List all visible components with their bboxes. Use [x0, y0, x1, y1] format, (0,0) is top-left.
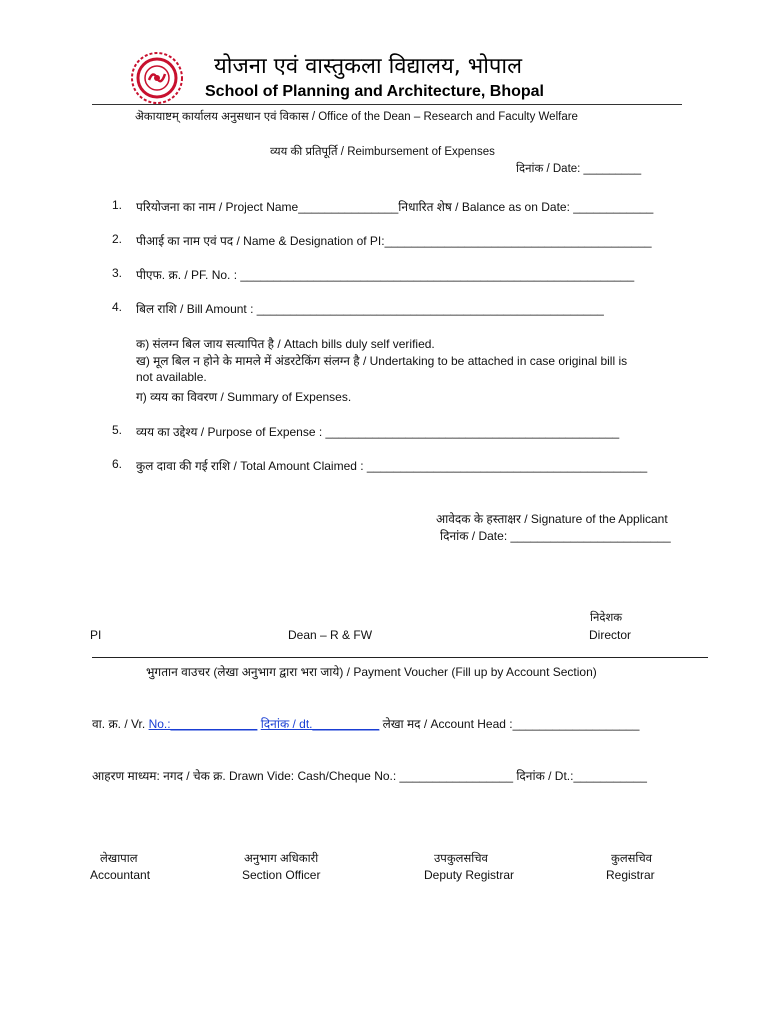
voucher-date-field[interactable]: दिनांक / dt.__________ — [260, 717, 380, 731]
form-date: दिनांक / Date: _________ — [516, 163, 642, 175]
pi-label: PI — [90, 628, 102, 642]
item-total-claimed[interactable]: कुल दावा की गई राशि / Total Amount Claimed : __________________________________________ — [136, 459, 648, 473]
item-bill-amount[interactable]: बिल राशि / Bill Amount : ____________________________________________________ — [136, 302, 604, 316]
institute-name-english: School of Planning and Architecture, Bhopal — [205, 83, 544, 100]
item-purpose[interactable]: व्यय का उद्देश्य / Purpose of Expense : ____________________________________________ — [136, 425, 620, 439]
sub-item-undertaking: ख) मूल बिल न होने के मामले में अंडरटेकिंग संलग्न है / Undertaking to be attached in case original bill is — [136, 354, 628, 368]
item-number-5: 5. — [112, 423, 123, 437]
item-number-2: 2. — [112, 232, 123, 246]
payment-divider — [92, 657, 708, 658]
item-number-3: 3. — [112, 266, 123, 280]
applicant-date[interactable]: दिनांक / Date: ________________________ — [440, 529, 671, 543]
form-heading: व्यय की प्रतिपूर्ति / Reimbursement of Expenses — [270, 146, 495, 158]
section-officer-hindi: अनुभाग अधिकारी — [244, 853, 319, 865]
applicant-signature: आवेदक के हस्ताक्षर / Signature of the Applicant — [436, 512, 668, 526]
item-number-1: 1. — [112, 198, 123, 212]
item-project-name[interactable]: परियोजना का नाम / Project Name_______________निधारित शेष / Balance as on Date: ____________ — [136, 200, 654, 214]
sub-item-attach-bills: क) संलग्न बिल जाय सत्यापित है / Attach bills duly self verified. — [136, 337, 435, 351]
header-divider — [92, 104, 682, 105]
office-line: ऄकायाष्टम् कार्यालय अनुसधान एवं विकास / Office of the Dean – Research and Faculty Welfare — [135, 111, 578, 123]
deputy-registrar-hindi: उपकुलसचिव — [434, 853, 488, 865]
registrar-hindi: कुलसचिव — [611, 853, 653, 865]
director-label-hindi: निदेशक — [590, 612, 623, 624]
sub-item-undertaking-cont: not available. — [136, 370, 207, 384]
item-number-6: 6. — [112, 457, 123, 471]
voucher-prefix: वा. क्र. / Vr. — [92, 717, 146, 731]
drawn-vide-field[interactable]: आहरण माध्यम: नगद / चेक क्र. Drawn Vide: Cash/Cheque No.: _________________ दिनांक / Dt.:___________ — [92, 769, 647, 783]
institute-name-hindi: योजना एवं वास्तुकला विद्यालय, भोपाल — [214, 54, 523, 79]
voucher-number-label — [92, 715, 639, 732]
item-pi-name-designation[interactable]: पीआई का नाम एवं पद / Name & Designation of PI:________________________________________ — [136, 234, 652, 248]
accountant-label: Accountant — [90, 868, 151, 882]
item-number-4: 4. — [112, 300, 123, 314]
section-officer-label: Section Officer — [242, 868, 321, 882]
spa-logo-icon — [129, 50, 185, 106]
registrar-label: Registrar — [606, 868, 655, 882]
payment-voucher-heading: भुगतान वाउचर (लेखा अनुभाग द्वारा भरा जाये) / Payment Voucher (Fill up by Account Section) — [146, 665, 597, 679]
director-label: Director — [589, 628, 632, 642]
item-pf-no[interactable]: पीएफ. क्र. / PF. No. : ___________________________________________________________ — [136, 268, 635, 282]
voucher-number-field[interactable]: No.:_____________ — [148, 717, 258, 731]
deputy-registrar-label: Deputy Registrar — [424, 868, 515, 882]
dean-label: Dean – R & FW — [288, 628, 373, 642]
account-head-field[interactable]: लेखा मद / Account Head :___________________ — [382, 717, 640, 731]
accountant-hindi: लेखापाल — [100, 853, 138, 865]
sub-item-summary: ग) व्यय का विवरण / Summary of Expenses. — [136, 390, 352, 404]
